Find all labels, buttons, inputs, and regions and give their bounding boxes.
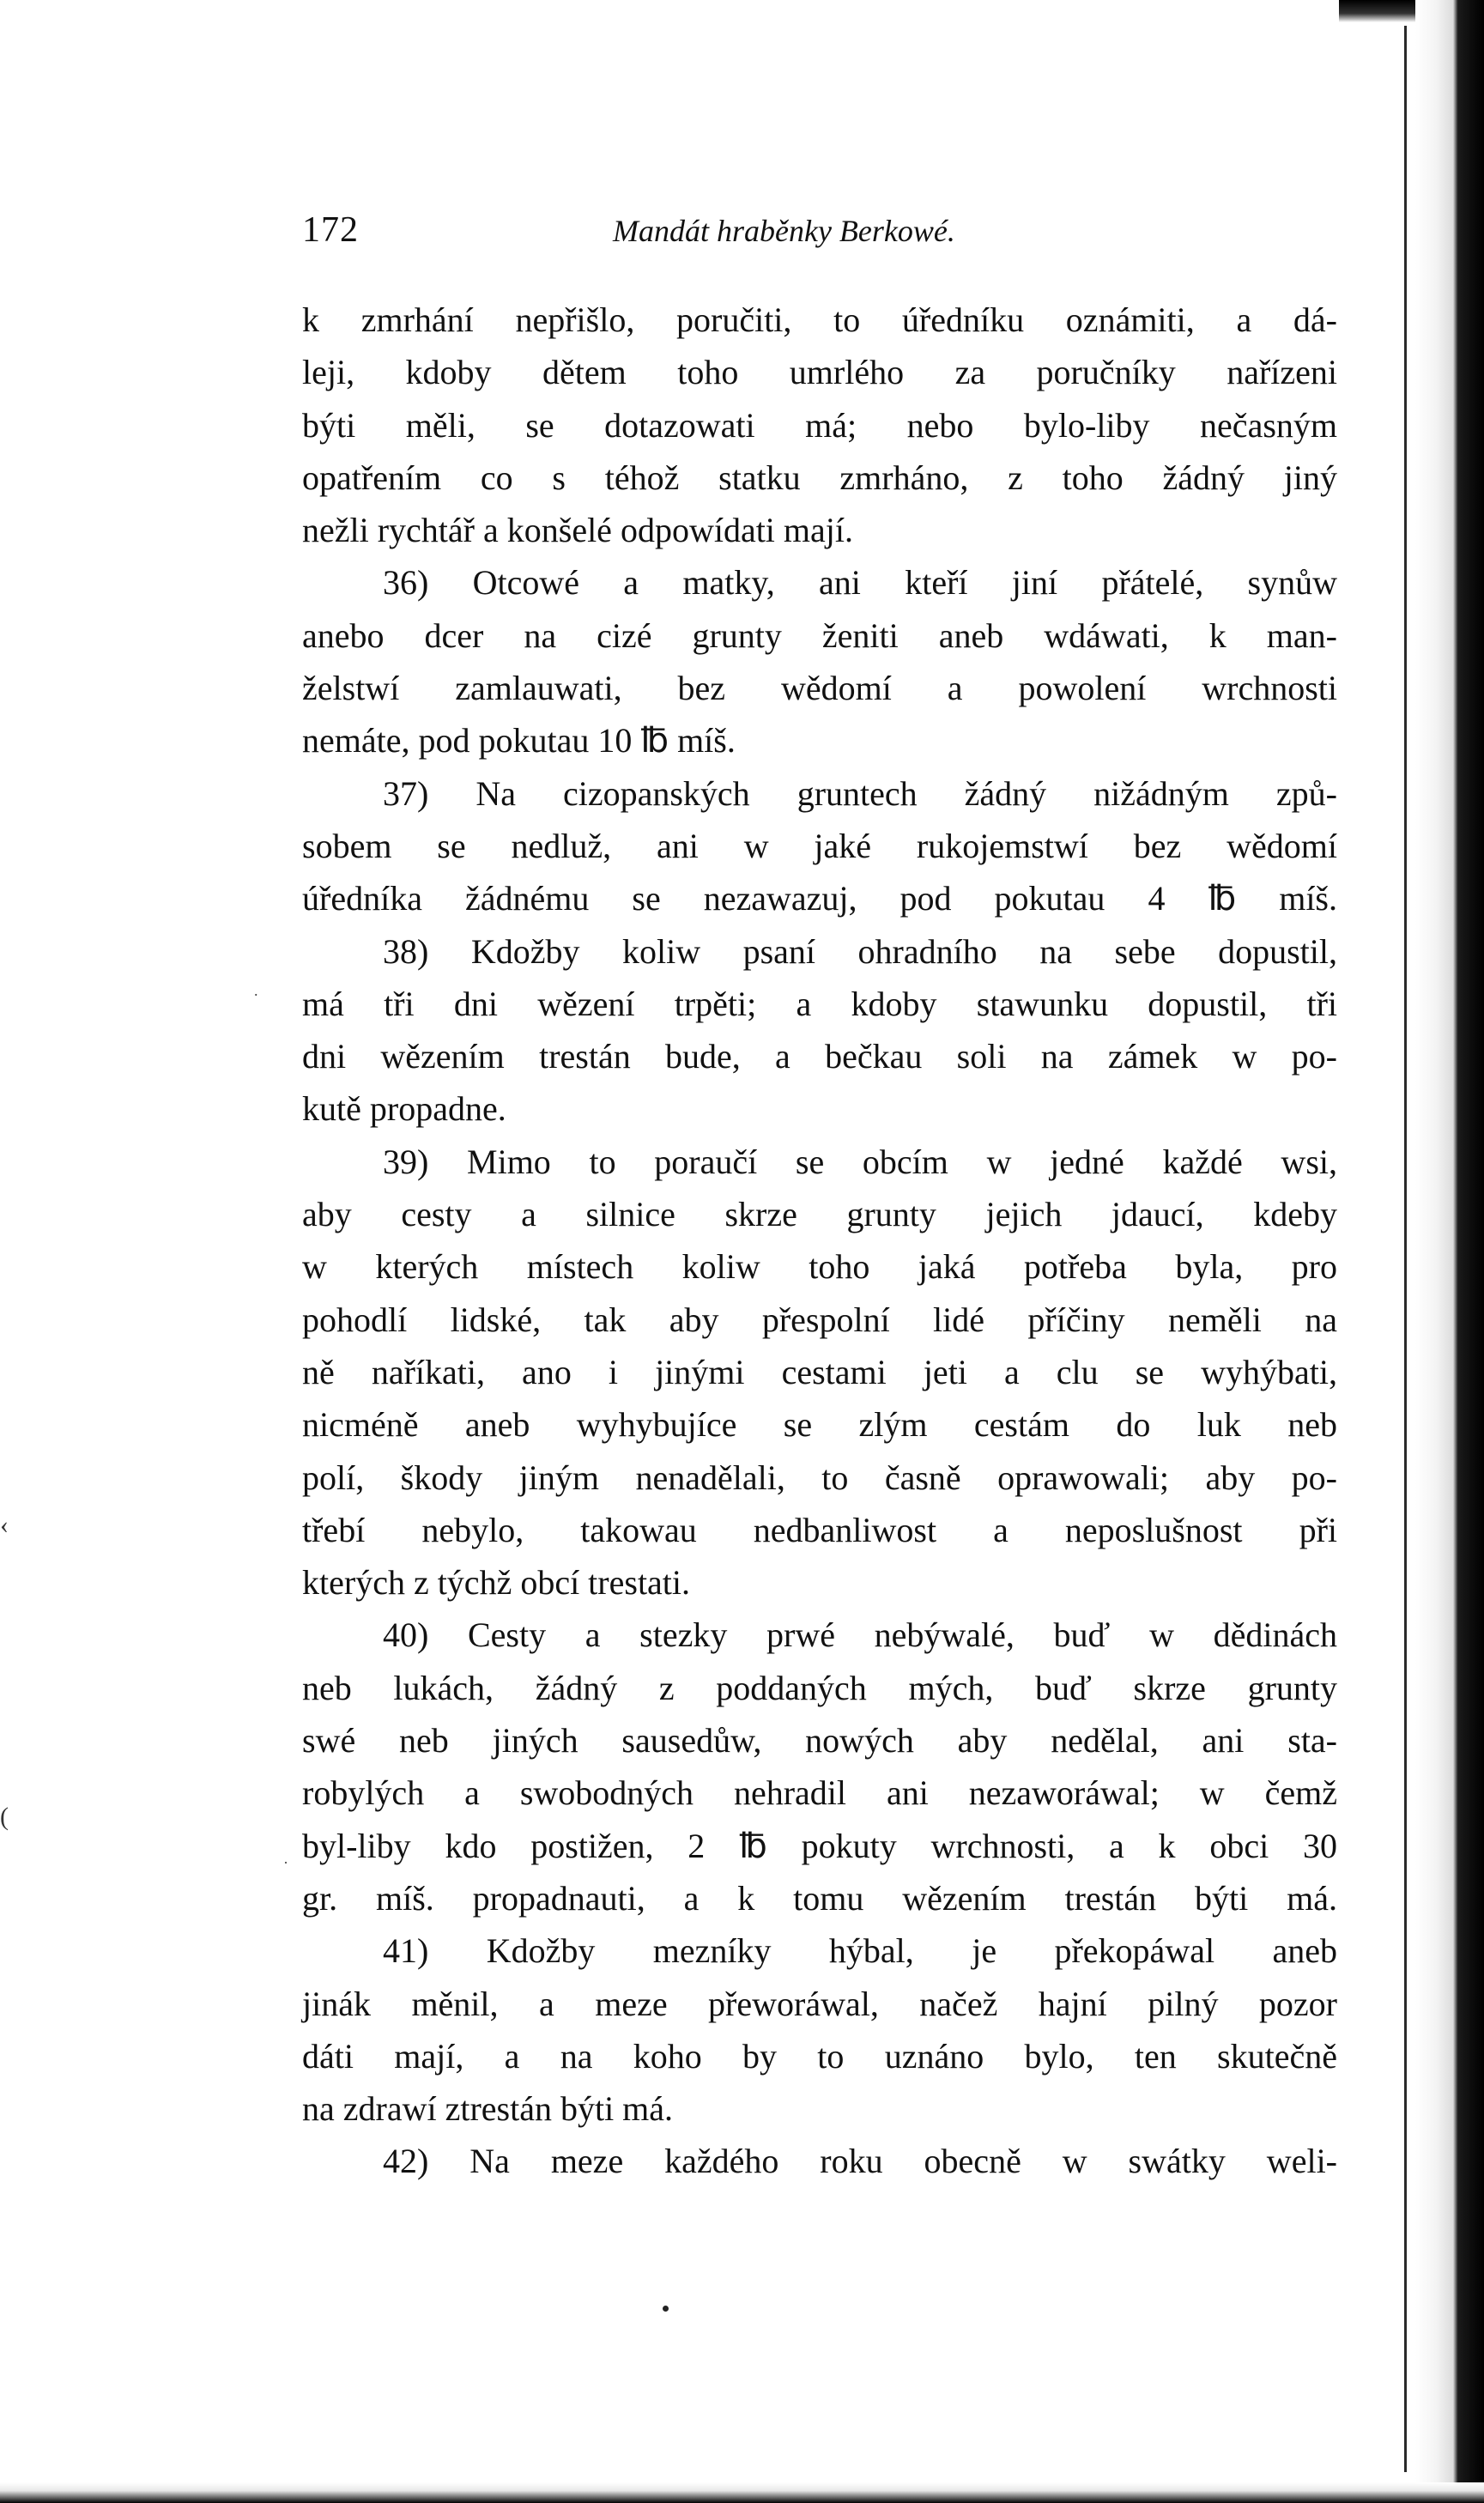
paragraph-37-start: 37) Na cizopanských gruntech žádný nižádným způ-	[383, 773, 1337, 813]
text-line: sobem se nedluž, ani w jaké rukojemstwí bez wědomí	[302, 826, 1337, 865]
text-line: má tři dni wězení trpěti; a kdoby stawunku dopustil, tři	[302, 984, 1337, 1023]
margin-speck: ·	[283, 1854, 288, 1871]
text-line: w kterých místech koliw toho jaká potřeba byla, pro	[302, 1247, 1337, 1287]
page-speck	[663, 2306, 669, 2312]
text-line: ně naříkati, ano i jinými cestami jeti a clu se wyhýbati,	[302, 1352, 1337, 1391]
text-line: gr. míš. propadnauti, a k tomu wězením trestán býti má.	[302, 1878, 1337, 1918]
text-line: jinák měnil, a meze přeworáwal, načež hajní pilný pozor	[302, 1984, 1337, 2023]
paragraph-39-start: 39) Mimo to poraučí se obcím w jedné každé wsi,	[383, 1142, 1337, 1181]
text-line: leji, kdoby dětem toho umrlého za poručníky nařízeni	[302, 353, 1337, 392]
text-line: k zmrhání nepřišlo, poručiti, to úředníku oznámiti, a dá-	[302, 300, 1337, 339]
page-number: 172	[302, 210, 359, 250]
page-header	[302, 209, 1009, 251]
text-line: neb lukách, žádný z poddaných mých, buď skrze grunty	[302, 1668, 1337, 1707]
text-line: na zdrawí ztrestán býti má.	[302, 2089, 674, 2129]
text-line: nežli rychtář a konšelé odpowídati mají.	[302, 511, 854, 550]
paragraph-41-start: 41) Kdožby mezníky hýbal, je překopáwal aneb	[383, 1931, 1337, 1971]
text-line: pohodlí lidské, tak aby přespolní lidé příčiny neměli na	[302, 1300, 1337, 1339]
text-line: opatřením co s téhož statku zmrháno, z toho žádný jiný	[302, 458, 1337, 497]
page-bottom-edge-shadow	[0, 2482, 1484, 2503]
text-line: polí, škody jiným nenadělali, to časně oprawowali; aby po-	[302, 1458, 1337, 1497]
text-line: třebí nebylo, takowau nedbanliwost a neposlušnost při	[302, 1510, 1337, 1549]
left-edge-speck: (	[0, 1803, 9, 1831]
paragraph-42-start: 42) Na meze každého roku obecně w swátky weli-	[383, 2142, 1337, 2181]
paragraph-38-start: 38) Kdožby koliw psaní ohradního na sebe dopustil,	[383, 931, 1337, 971]
text-line: swé neb jiných sausedůw, nowých aby nedělal, ani sta-	[302, 1721, 1337, 1761]
body-text	[302, 294, 1337, 2188]
page-right-edge-shadow	[1415, 0, 1484, 2503]
text-line: robylých a swobodných nehradil ani nezaworáwal; w čemž	[302, 1773, 1337, 1813]
text-line: aby cesty a silnice skrze grunty jejich jdaucí, kdeby	[302, 1195, 1337, 1234]
text-line: želstwí zamlauwati, bez wědomí a powolení wrchnosti	[302, 669, 1337, 708]
text-line: nemáte, pod pokutau 10 ℔ míš.	[302, 721, 736, 761]
margin-speck: .	[254, 982, 258, 999]
text-line: býti měli, se dotazowati má; nebo bylo-liby nečasným	[302, 405, 1337, 445]
paragraph-40-start: 40) Cesty a stezky prwé nebýwalé, buď w dědinách	[383, 1615, 1337, 1655]
text-line: anebo dcer na cizé grunty ženiti aneb wdáwati, k man-	[302, 615, 1337, 655]
running-title: Mandát hraběnky Berkowé.	[613, 214, 955, 248]
text-line: kutě propadne.	[302, 1089, 506, 1129]
book-fold-line	[1404, 26, 1407, 2472]
text-line: dáti mají, a na koho by to uznáno bylo, ten skutečně	[302, 2036, 1337, 2076]
text-line: nicméně aneb wyhybujíce se zlým cestám do luk neb	[302, 1405, 1337, 1445]
text-line: byl-liby kdo postižen, 2 ℔ pokuty wrchnosti, a k obci 30	[302, 1826, 1337, 1865]
paragraph-36-start: 36) Otcowé a matky, ani kteří jiní přátelé, synůw	[383, 563, 1337, 603]
text-line: úředníka žádnému se nezawazuj, pod pokutau 4 ℔ míš.	[302, 879, 1337, 918]
left-edge-speck: ‹	[0, 1511, 9, 1539]
text-line: dni wězením trestán bude, a bečkau soli na zámek w po-	[302, 1037, 1337, 1076]
text-line: kterých z týchž obcí trestati.	[302, 1563, 691, 1603]
